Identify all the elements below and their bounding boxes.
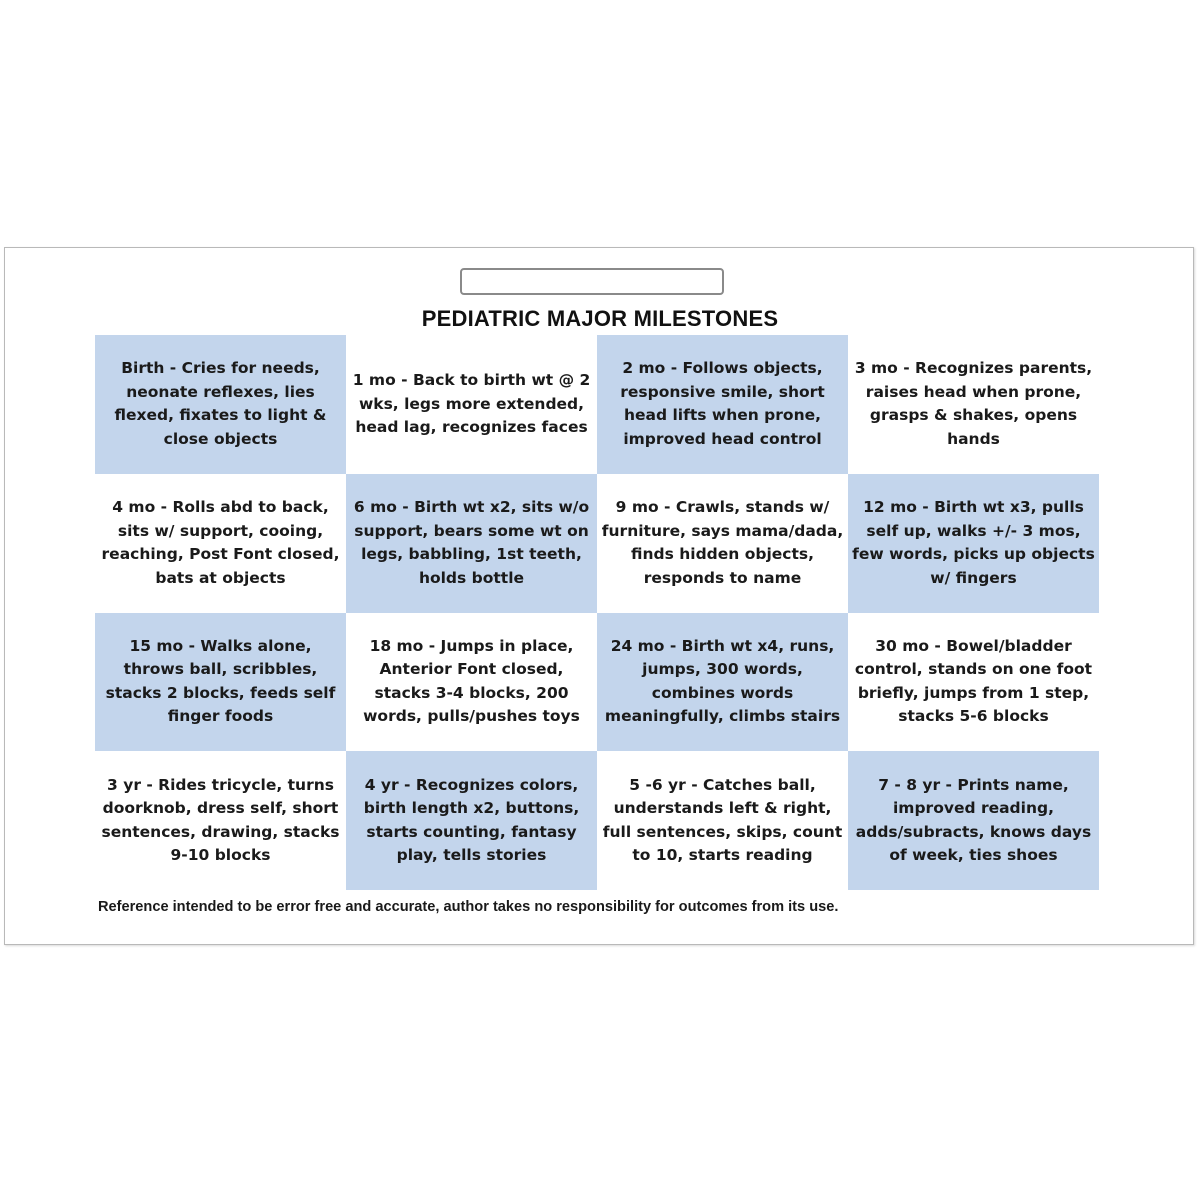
milestone-cell <box>848 613 1099 752</box>
milestone-text: 5 -6 yr - Catches ball, understands left & right, full sentences, skips, count to 10, starts reading <box>602 775 843 865</box>
milestone-cell <box>95 751 346 890</box>
milestone-cell <box>346 474 597 613</box>
milestone-text: 2 mo - Follows objects, responsive smile, short head lifts when prone, improved head control <box>620 359 825 448</box>
milestone-cell <box>95 613 346 752</box>
card-title: PEDIATRIC MAJOR MILESTONES <box>421 306 779 331</box>
milestone-text: 15 mo - Walks alone, throws ball, scribbles, stacks 2 blocks, feeds self finger foods <box>105 636 336 726</box>
milestone-text: 7 - 8 yr - Prints name, improved reading, adds/subracts, knows days of week, ties shoes <box>855 775 1092 865</box>
milestone-text: 9 mo - Crawls, stands w/ furniture, says mama/dada, finds hidden objects, responds to name <box>601 498 844 587</box>
milestone-cell <box>95 474 346 613</box>
milestones-card <box>4 247 1194 945</box>
milestone-text: 24 mo - Birth wt x4, runs, jumps, 300 words, combines words meaningfully, climbs stairs <box>604 636 841 726</box>
milestone-cell <box>346 751 597 890</box>
milestone-text: Birth - Cries for needs, neonate reflexes, lies flexed, fixates to light & close objects <box>114 359 327 448</box>
milestone-text: 1 mo - Back to birth wt @ 2 wks, legs more extended, head lag, recognizes faces <box>352 371 591 437</box>
milestone-text: 3 yr - Rides tricycle, turns doorknob, dress self, short sentences, drawing, stacks 9-10 blocks <box>101 775 340 865</box>
milestone-text: 12 mo - Birth wt x3, pulls self up, walks +/- 3 mos, few words, picks up objects w/ fingers <box>852 498 1095 587</box>
milestone-cell <box>346 335 597 474</box>
card-slot-cutout <box>460 268 724 295</box>
milestone-text: 4 yr - Recognizes colors, birth length x2, buttons, starts counting, fantasy play, tells stories <box>363 775 580 865</box>
milestone-cell <box>597 751 848 890</box>
milestone-cell <box>597 613 848 752</box>
milestone-cell <box>848 335 1099 474</box>
milestone-text: 18 mo - Jumps in place, Anterior Font closed, stacks 3-4 blocks, 200 words, pulls/pushes toys <box>363 636 580 726</box>
milestone-text: 3 mo - Recognizes parents, raises head when prone, grasps & shakes, opens hands <box>854 359 1093 448</box>
milestone-cell <box>597 474 848 613</box>
milestone-cell <box>95 335 346 474</box>
milestone-cell <box>848 474 1099 613</box>
milestones-grid <box>95 335 1099 890</box>
milestone-text: 4 mo - Rolls abd to back, sits w/ support, cooing, reaching, Post Font closed, bats at objects <box>101 498 340 587</box>
milestone-cell <box>848 751 1099 890</box>
milestone-text: 6 mo - Birth wt x2, sits w/o support, bears some wt on legs, babbling, 1st teeth, holds bottle <box>353 498 590 587</box>
milestone-cell <box>346 613 597 752</box>
milestone-text: 30 mo - Bowel/bladder control, stands on one foot briefly, jumps from 1 step, stacks 5-6 blocks <box>854 636 1093 726</box>
milestone-cell <box>597 335 848 474</box>
disclaimer-text: Reference intended to be error free and accurate, author takes no responsibility for outcomes from its use. <box>98 899 839 915</box>
